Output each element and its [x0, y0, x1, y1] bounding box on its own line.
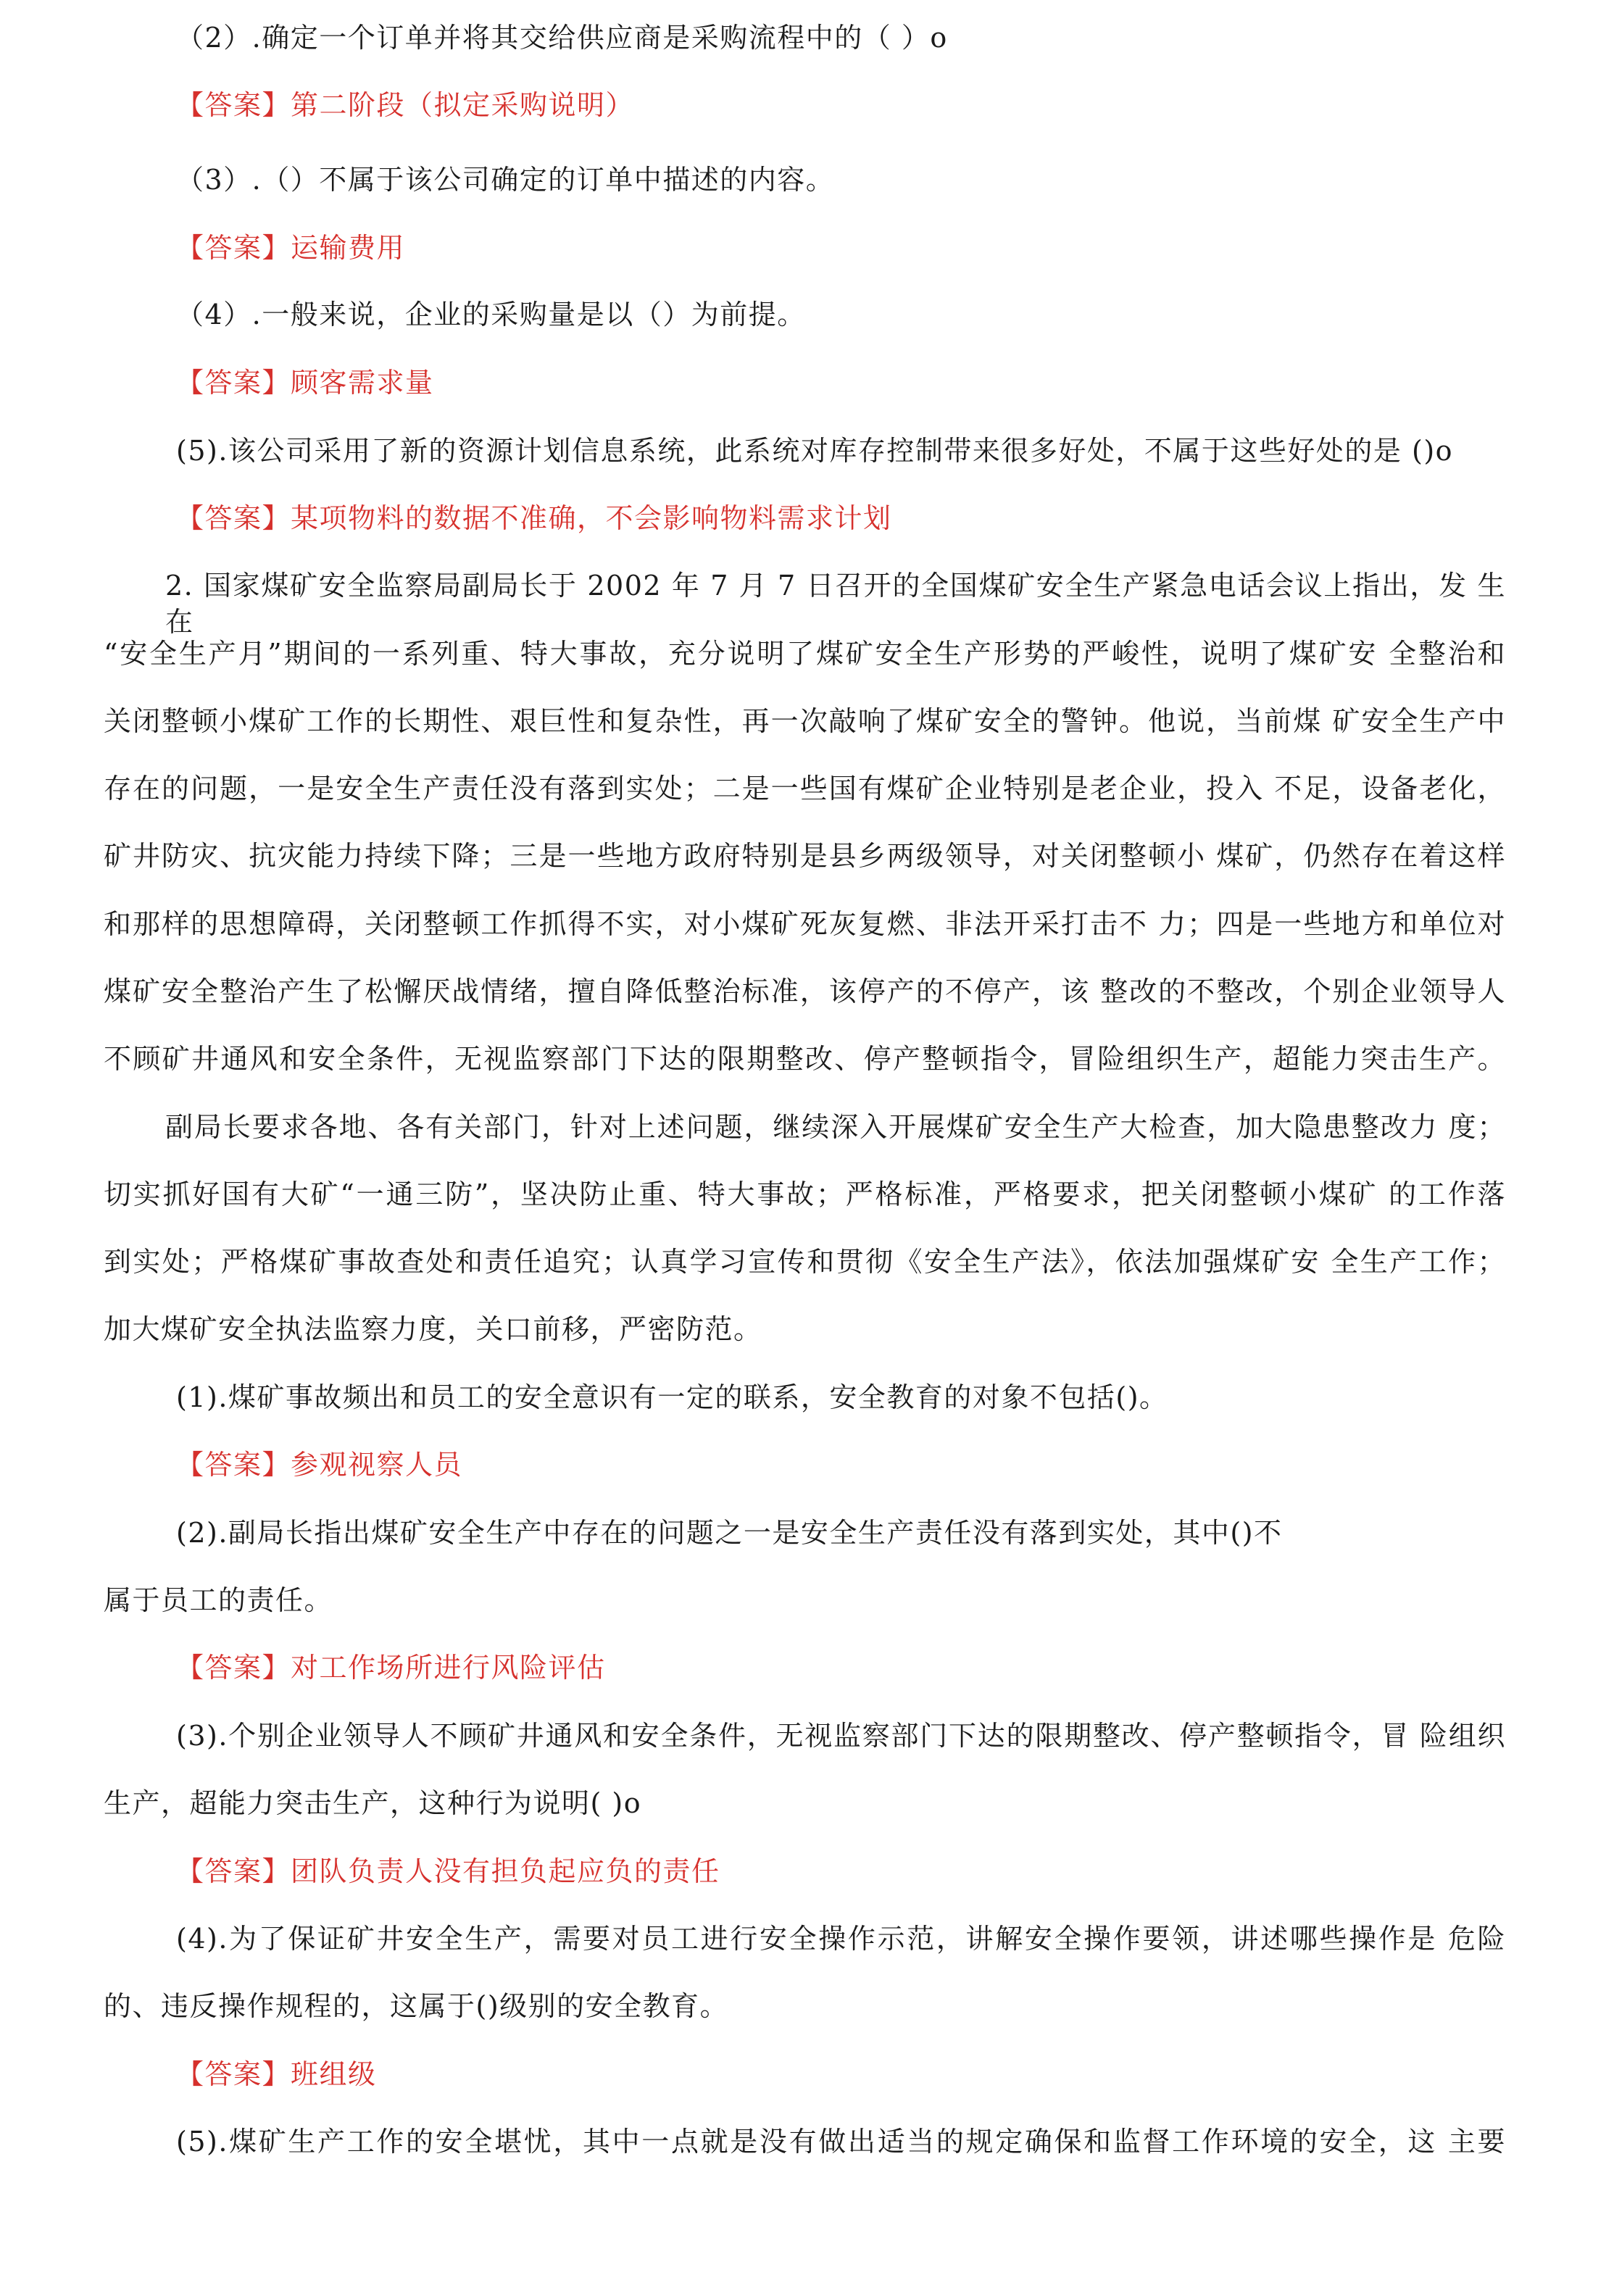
answer-2-5: 【答案】某项物料的数据不准确，不会影响物料需求计划: [176, 502, 892, 534]
question-3-1: (1).煤矿事故频出和员工的安全意识有一定的联系，安全教育的对象不包括()。: [176, 1381, 1168, 1413]
case-2-paragraph-line-6: 和那样的思想障碍，关闭整顿工作抓得不实，对小煤矿死灰复燃、非法开采打击不 力；四是一些地方和单位对: [104, 908, 1506, 940]
question-3-3-line-1: (3).个别企业领导人不顾矿井通风和安全条件，无视监察部门下达的限期整改、停产整顿指令，冒 险组织: [176, 1720, 1506, 1752]
answer-3-1: 【答案】参观视察人员: [176, 1449, 463, 1481]
case-2-paragraph-line-4: 存在的问题，一是安全生产责任没有落到实处；二是一些国有煤矿企业特别是老企业，投入 不足，设备老化，: [104, 773, 1506, 804]
answer-3-4: 【答案】班组级: [176, 2058, 377, 2090]
question-2-5: (5).该公司采用了新的资源计划信息系统，此系统对库存控制带来很多好处，不属于这些好处的是 ()o: [176, 435, 1454, 467]
answer-2-4: 【答案】顾客需求量: [176, 367, 434, 399]
question-2-4: （4）.一般来说，企业的采购量是以（）为前提。: [176, 299, 806, 330]
case-2-paragraph-line-8: 不顾矿井通风和安全条件，无视监察部门下达的限期整改、停产整顿指令，冒险组织生产，超能力突击生产。: [104, 1043, 1506, 1075]
question-3-3-line-2: 生产，超能力突击生产，这种行为说明( )o: [104, 1787, 642, 1819]
answer-2-3: 【答案】运输费用: [176, 232, 406, 264]
question-3-4-line-1: (4).为了保证矿井安全生产，需要对员工进行安全操作示范，讲解安全操作要领，讲述哪些操作是 危险: [176, 1923, 1506, 1955]
case-2-paragraph-line-1: 2. 国家煤矿安全监察局副局长于 2002 年 7 月 7 日召开的全国煤矿安全生产紧急电话会议上指出，发 生在: [165, 570, 1506, 638]
answer-3-3: 【答案】团队负责人没有担负起应负的责任: [176, 1855, 720, 1887]
answer-2-2: 【答案】第二阶段（拟定采购说明）: [176, 89, 635, 121]
case-2-paragraph-line-3: 关闭整顿小煤矿工作的长期性、艰巨性和复杂性，再一次敲响了煤矿安全的警钟。他说，当前煤 矿安全生产中: [104, 705, 1506, 737]
question-3-4-line-2: 的、违反操作规程的，这属于()级别的安全教育。: [104, 1990, 729, 2022]
question-3-5-line-1: (5).煤矿生产工作的安全堪忧，其中一点就是没有做出适当的规定确保和监督工作环境的安全，这 主要: [176, 2126, 1506, 2158]
case-2-paragraph2-line-1: 副局长要求各地、各有关部门，针对上述问题，继续深入开展煤矿安全生产大检查，加大隐患整改力 度；: [165, 1111, 1506, 1143]
question-2-2: （2）.确定一个订单并将其交给供应商是采购流程中的（ ）o: [176, 22, 948, 54]
answer-3-2: 【答案】对工作场所进行风险评估: [176, 1652, 606, 1684]
case-2-paragraph2-line-4: 加大煤矿安全执法监察力度，关口前移，严密防范。: [104, 1313, 762, 1345]
case-2-paragraph-line-5: 矿井防灾、抗灾能力持续下降；三是一些地方政府特别是县乡两级领导，对关闭整顿小 煤矿，仍然存在着这样: [104, 840, 1506, 872]
case-2-paragraph2-line-3: 到实处；严格煤矿事故查处和责任追究；认真学习宣传和贯彻《安全生产法》，依法加强煤矿安 全生产工作；: [104, 1246, 1506, 1278]
case-2-paragraph-line-2: “安全生产月”期间的一系列重、特大事故，充分说明了煤矿安全生产形势的严峻性，说明了煤矿安 全整治和: [104, 638, 1506, 670]
question-3-2-line-1: (2).副局长指出煤矿安全生产中存在的问题之一是安全生产责任没有落到实处，其中()不: [176, 1517, 1283, 1549]
question-3-2-line-2: 属于员工的责任。: [104, 1584, 333, 1616]
case-2-paragraph-line-7: 煤矿安全整治产生了松懈厌战情绪，擅自降低整治标准，该停产的不停产，该 整改的不整改，个别企业领导人: [104, 976, 1506, 1007]
question-2-3: （3）.（）不属于该公司确定的订单中描述的内容。: [176, 164, 835, 196]
case-2-paragraph2-line-2: 切实抓好国有大矿“一通三防”，坚决防止重、特大事故；严格标准，严格要求，把关闭整顿小煤矿 的工作落: [104, 1178, 1506, 1210]
